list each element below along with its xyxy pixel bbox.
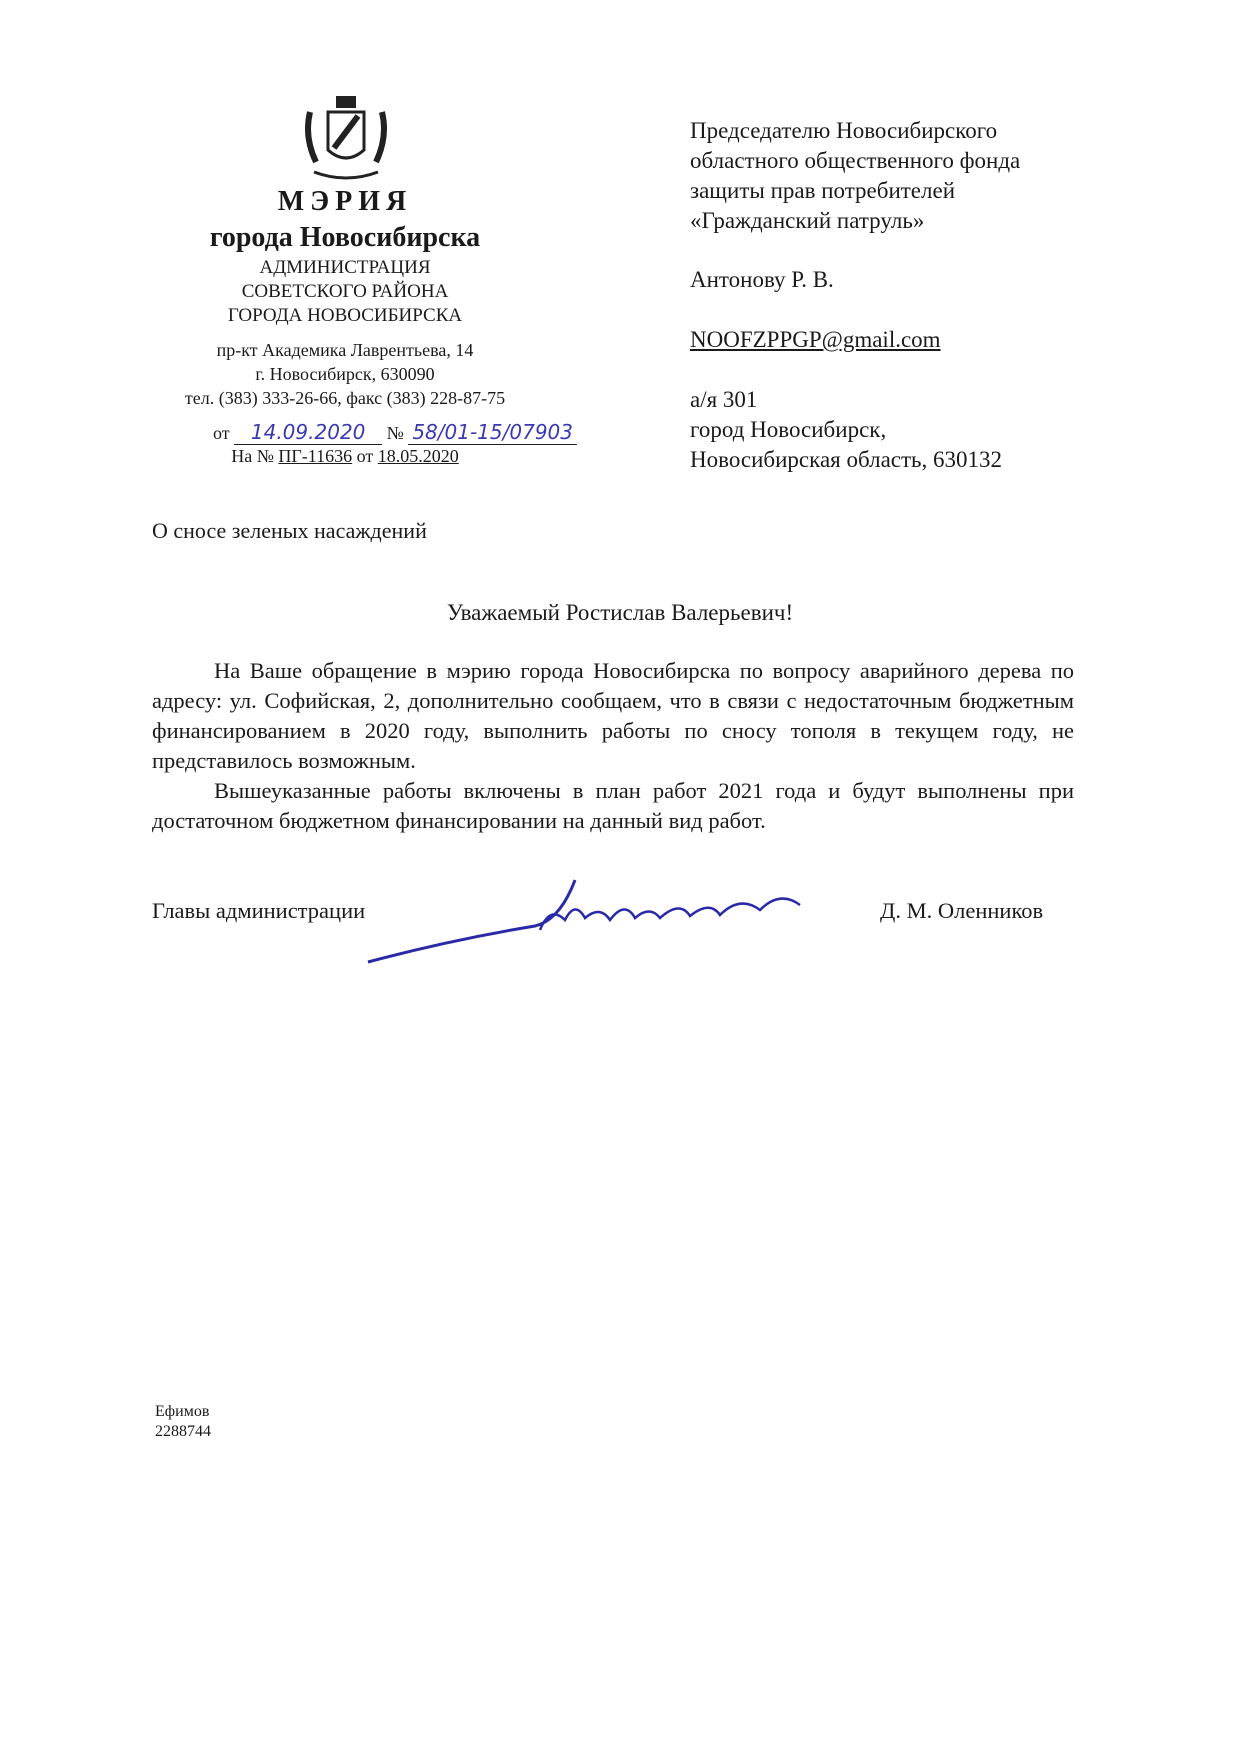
subject-line: О сносе зеленых насаждений: [152, 518, 427, 543]
admin-line: СОВЕТСКОГО РАЙОНА: [241, 281, 449, 302]
letterhead-administration: [150, 256, 540, 328]
paragraph: Вышеуказанные работы включены в план работ 2021 года и будут выполнены при достаточном бюджетном финансировании на данный вид работ.: [152, 778, 1074, 833]
executor-name: Ефимов: [155, 1403, 210, 1420]
executor-info: [155, 1402, 211, 1442]
handwritten-number: 58/01-15/07903: [408, 420, 577, 445]
handwritten-date: 14.09.2020: [234, 420, 382, 445]
reply-date: 18.05.2020: [377, 446, 459, 466]
letterhead-city: города Новосибирска: [209, 222, 481, 253]
postal-line: город Новосибирск,: [690, 417, 887, 442]
reply-number: ПГ-11636: [278, 446, 353, 466]
recipient-line: областного общественного фонда: [690, 148, 1021, 173]
outgoing-reference: [175, 420, 615, 445]
recipient-name: Антонову Р. В.: [690, 267, 834, 292]
greeting: Уважаемый Ростислав Валерьевич!: [446, 600, 794, 625]
signatory-name: Д. М. Оленников: [880, 898, 1044, 923]
recipient-line: «Гражданский патруль»: [690, 208, 925, 233]
handwritten-signature-icon: [360, 860, 810, 970]
recipient-line: защиты прав потребителей: [690, 178, 956, 203]
address-line: тел. (383) 333-26-66, факс (383) 228-87-75: [184, 388, 506, 408]
signatory-position: Главы администрации: [152, 898, 366, 923]
incoming-reference: [150, 446, 540, 467]
letter-body: [152, 656, 1074, 836]
date-prefix: от: [213, 423, 230, 443]
admin-line: АДМИНИСТРАЦИЯ: [259, 257, 431, 278]
recipient-line: Председателю Новосибирского: [690, 118, 998, 143]
recipient-organization: [690, 116, 1020, 236]
letterhead-title: МЭРИЯ: [277, 186, 413, 217]
address-line: пр-кт Академика Лаврентьева, 14: [216, 340, 474, 360]
reply-prefix: На №: [231, 446, 274, 466]
postal-line: а/я 301: [690, 387, 758, 412]
recipient-email[interactable]: NOOFZPPGP@gmail.com: [690, 327, 941, 352]
paragraph: На Ваше обращение в мэрию города Новосибирска по вопросу аварийного дерева по адресу: ул. Софийская, 2, дополнительно сообщаем, что в связи с недостаточным бюджетным финансированием в 2020 году, выполнить работы по сносу тополя в текущем году, не представилось возможным.: [152, 658, 1074, 773]
executor-phone: 2288744: [155, 1423, 211, 1440]
coat-of-arms-icon: [300, 92, 392, 184]
postal-line: Новосибирская область, 630132: [690, 447, 1003, 472]
recipient-postal: [690, 385, 1002, 475]
reply-date-prefix: от: [356, 446, 374, 466]
admin-line: ГОРОДА НОВОСИБИРСКА: [227, 305, 463, 326]
letterhead-address: [150, 338, 540, 410]
number-prefix: №: [386, 423, 404, 443]
address-line: г. Новосибирск, 630090: [255, 364, 435, 384]
